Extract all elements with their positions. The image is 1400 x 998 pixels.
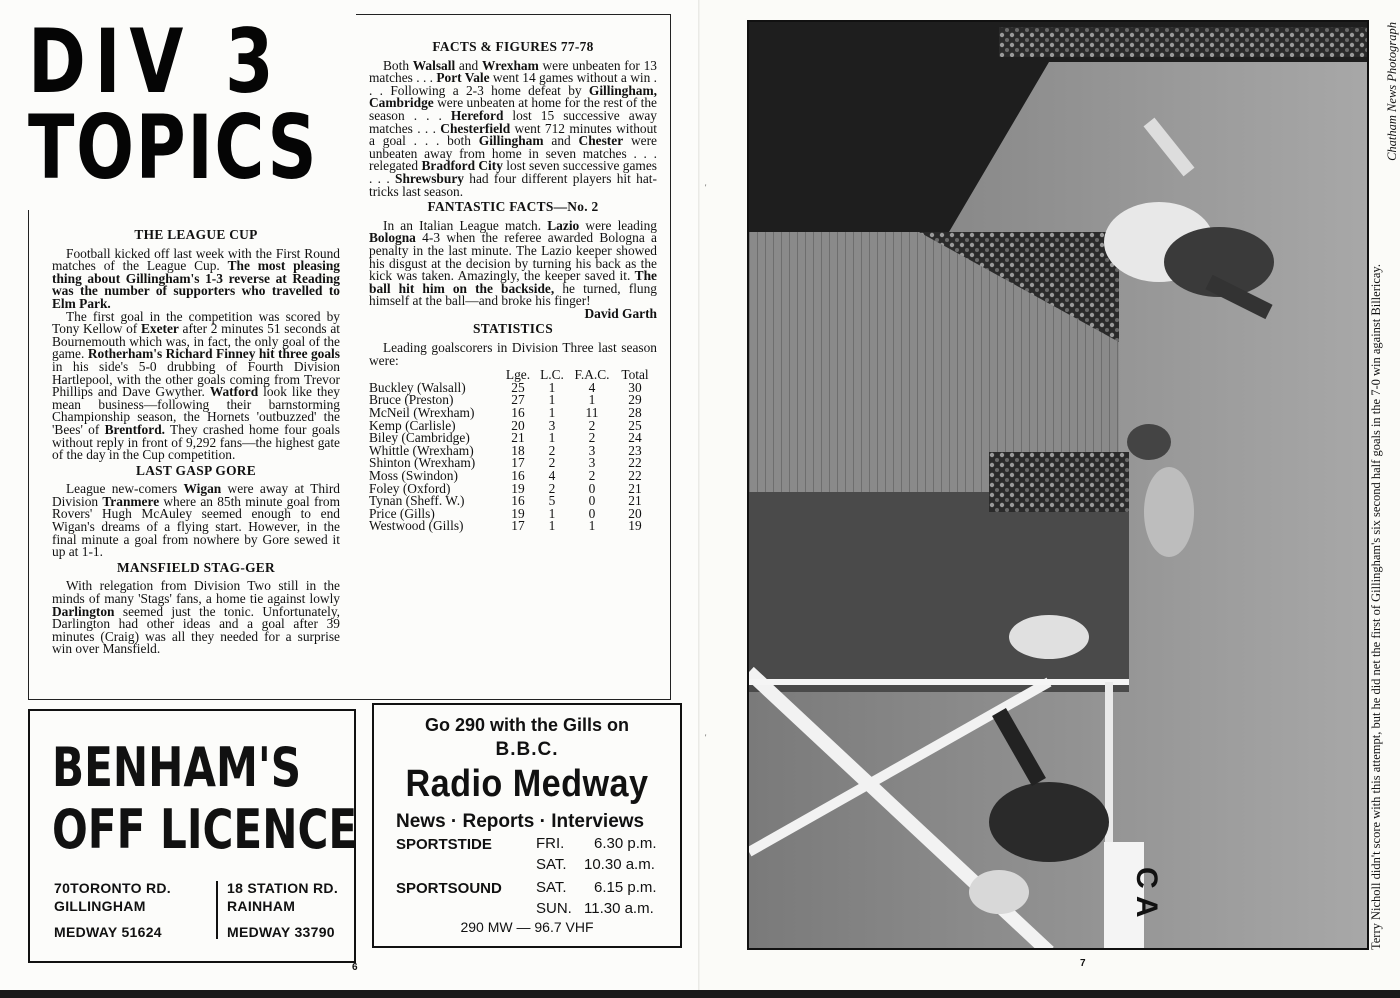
cell: 17 — [511, 455, 525, 471]
hoarding-text: C A — [1130, 867, 1163, 918]
schedule-time: 11.30 a.m. — [584, 900, 654, 917]
text: 4-3 when the referee awarded Bologna a penalty in the last minute. The Lazio keeper showed his disgust at the decision by turning his back as the kick was taken. Amazingly, the keeper saved it. — [369, 230, 657, 284]
paragraph — [52, 308, 341, 463]
cell: 18 — [511, 442, 525, 458]
bold-text: Wrexham — [481, 57, 539, 73]
cell: 16 — [511, 493, 525, 509]
text: In an Italian League match. — [383, 217, 548, 233]
text: The first goal in the competition was scored by Tony Kellow of — [52, 308, 340, 337]
cell: 1 — [588, 392, 596, 408]
advert-line-2: B.B.C. — [495, 739, 559, 760]
article-frame-left — [28, 210, 29, 700]
match-photograph — [747, 20, 1369, 950]
cell: 11 — [585, 405, 599, 421]
phone: MEDWAY 51624 — [54, 924, 162, 940]
text: Football kicked off last week with the First Round matches of the League Cup. — [52, 245, 340, 274]
programme-sportsound: SPORTSOUND — [396, 880, 502, 897]
cell: 20 — [628, 505, 642, 521]
bold-text: The most pleasing thing about Gillingham's 1-3 reverse at Reading was the number of supporters who travelled to Elm Park. — [52, 258, 340, 311]
text: were leading — [579, 217, 657, 233]
bold-text: The ball hit him on the backside, — [369, 268, 657, 296]
player-cell: McNeil (Wrexham) — [369, 405, 475, 421]
address-rainham — [227, 879, 338, 941]
radio-medway-advert — [372, 703, 682, 948]
cell: 25 — [511, 379, 525, 395]
cell: 30 — [628, 379, 642, 395]
page-number-left: 6 — [352, 962, 358, 973]
player-cell: Foley (Oxford) — [369, 480, 451, 496]
cell: 2 — [548, 455, 556, 471]
programme-sportstide: SPORTSTIDE — [396, 836, 492, 853]
headline-line-1: DIV 3 — [28, 10, 283, 113]
bold-text: Brentford. — [104, 421, 165, 437]
paragraph — [369, 57, 658, 199]
bold-text: Chester — [578, 133, 624, 149]
player-cell: Biley (Cambridge) — [369, 430, 470, 446]
schedule-time: 6.15 p.m. — [594, 879, 657, 896]
street: 70TORONTO RD. — [54, 880, 171, 896]
cell: 0 — [588, 505, 596, 521]
advert-station-name: Radio Medway — [405, 763, 649, 805]
advert-title — [52, 737, 357, 861]
cell: 1 — [588, 518, 596, 534]
phone: MEDWAY 33790 — [227, 924, 335, 940]
cell: 1 — [548, 379, 556, 395]
text: and — [455, 57, 482, 73]
table-row — [369, 520, 655, 533]
cell: 20 — [511, 417, 525, 433]
cell: 0 — [588, 493, 596, 509]
goalkeeper-arm — [969, 870, 1029, 914]
text: where an 85th minute goal from Rovers' Hugh McAuley seemed enough to end Wigan's dreams of a flying start. However, in the final minute a goal from nowhere by Gore sewed it up at 1-1. — [52, 493, 340, 560]
text: were unbeaten away from home in seven matches . . . relegated — [369, 133, 657, 174]
print-speck: ' — [705, 733, 707, 742]
article-column-1 — [52, 226, 340, 656]
column-header: Total — [621, 367, 649, 383]
bold-text: Chesterfield — [440, 120, 511, 136]
cell: 29 — [628, 392, 642, 408]
cell: 16 — [511, 468, 525, 483]
paragraph — [52, 245, 340, 311]
advert-line-1: Go 290 with the Gills on — [424, 715, 630, 735]
author-signature: David Garth — [584, 305, 657, 321]
cell: 17 — [511, 518, 525, 534]
cell: 22 — [628, 455, 642, 471]
player-cell: Whittle (Wrexham) — [369, 442, 474, 458]
cell: 23 — [628, 442, 642, 458]
schedule-day: SUN. — [536, 900, 572, 917]
text: League new-comers — [66, 481, 184, 497]
cell: 2 — [548, 480, 556, 496]
bold-text: Exeter — [140, 321, 179, 337]
schedule-day: SAT. — [536, 856, 567, 873]
player-head — [1127, 424, 1171, 460]
cell: 4 — [548, 468, 556, 483]
goalscorers-table — [369, 369, 655, 533]
bold-text: Lazio — [547, 217, 580, 233]
page-number-right: 7 — [1080, 958, 1086, 969]
advert-tagline: News · Reports · Interviews — [396, 811, 645, 832]
cell: 22 — [628, 468, 642, 483]
player-cell: Moss (Swindon) — [369, 468, 458, 483]
cell: 4 — [588, 379, 596, 395]
bold-text: Bologna — [369, 230, 416, 246]
player-cell: Shinton (Wrexham) — [369, 455, 476, 471]
text: went 14 games without a win . . . Following a 2-3 home defeat by — [369, 70, 658, 98]
bold-text: Hereford — [450, 107, 504, 123]
player-cell: Westwood (Gills) — [369, 518, 464, 534]
section-title-fantastic-facts: FANTASTIC FACTS—No. 2 — [427, 199, 599, 215]
text: look like they mean business—following their barnstorming Championship season, the Hornets 'outbuzzed' the 'Bees' of — [52, 384, 341, 437]
text: Both — [383, 57, 413, 73]
player — [1144, 467, 1194, 557]
caption-text: Terry Nicholl didn't score with this attempt, but he did net the first of Gillingham's six second half goals in the 7-0 win against Billericay. — [1369, 263, 1383, 950]
bold-text: Gillingham, Cambridge — [369, 82, 657, 111]
text: seemed just the tonic. Unfortunately, Darlington had other ideas and a goal after 39 minutes (Craig) was all they needed for a surprise win over Mansfield. — [52, 603, 340, 657]
paragraph — [52, 580, 340, 656]
article-column-2 — [369, 38, 657, 533]
advert-title-line-1: BENHAM'S — [52, 736, 302, 799]
text: With relegation from Division Two still in the minds of many 'Stags' fans, a home tie against lowly — [52, 578, 340, 607]
cell: 1 — [548, 392, 556, 408]
cell: 28 — [628, 405, 642, 421]
cell: 5 — [548, 493, 556, 509]
text: were unbeaten for 13 matches . . . — [369, 57, 657, 86]
bold-text: Gillingham — [478, 133, 544, 149]
street: 18 STATION RD. — [227, 880, 339, 896]
bold-text: Bradford City — [421, 158, 503, 174]
cell: 2 — [588, 417, 596, 433]
article-frame-bottom-right — [356, 699, 671, 700]
cell: 1 — [548, 430, 556, 446]
player-cell: Price (Gills) — [369, 505, 435, 521]
town: GILLINGHAM — [54, 898, 146, 914]
headline — [28, 10, 343, 199]
text: They crashed home four goals without reply in front of 9,292 fans—the highest gate of the day in the Cup competition. — [52, 421, 340, 463]
article-frame-right — [670, 14, 671, 700]
cell: 19 — [511, 505, 525, 521]
player-white-shirt — [1009, 615, 1089, 659]
bold-text: Wigan — [183, 481, 222, 497]
text: were unbeaten at home for the rest of the season . . . — [369, 95, 657, 123]
bold-text: Watford — [209, 384, 259, 400]
cell: 24 — [628, 430, 642, 446]
cell: 19 — [511, 480, 525, 496]
section-title-statistics: STATISTICS — [473, 321, 553, 337]
photo-caption — [1369, 22, 1399, 950]
cell: 2 — [588, 430, 596, 446]
photo-credit: Chatham News Photograph — [1385, 22, 1399, 161]
schedule-time: 10.30 a.m. — [584, 856, 655, 873]
bold-text: Walsall — [412, 57, 456, 73]
cell: 21 — [628, 493, 642, 509]
cell: 1 — [548, 505, 556, 521]
terrace — [749, 492, 1129, 692]
bold-text: Tranmere — [102, 493, 160, 509]
cell: 3 — [588, 455, 596, 471]
cell: 1 — [548, 518, 556, 534]
scan-edge — [0, 990, 1400, 998]
text: in his side's 5-0 drubbing of Fourth Division Hartlepool, with the other goals coming from Trevor Phillips and Dave Gwyther. — [52, 358, 340, 400]
print-speck: ' — [705, 183, 707, 192]
cell: 16 — [511, 405, 525, 421]
bold-text: Port Vale — [436, 70, 490, 86]
photograph-illustration — [749, 22, 1369, 950]
cell: 0 — [588, 480, 596, 496]
cell: 3 — [548, 417, 556, 433]
column-header: F.A.C. — [574, 367, 610, 383]
schedule-time: 6.30 p.m. — [594, 835, 657, 852]
cell: 1 — [548, 405, 556, 421]
cell: 27 — [511, 392, 525, 408]
text: went 712 minutes without a goal . . . both — [369, 120, 657, 149]
address-gillingham — [54, 879, 171, 941]
player-cell: Bruce (Preston) — [369, 392, 454, 408]
cell: 19 — [628, 518, 642, 534]
bold-text: Darlington — [52, 603, 115, 619]
cell: 21 — [628, 480, 642, 496]
section-title-facts-figures: FACTS & FIGURES 77-78 — [432, 39, 594, 54]
player-cell: Tynan (Sheff. W.) — [369, 493, 465, 509]
column-header: Lge. — [505, 367, 531, 383]
benhams-advert — [28, 709, 356, 963]
player-cell: Buckley (Walsall) — [369, 379, 466, 395]
section-title-mansfield: MANSFIELD STAG-GER — [116, 559, 276, 575]
crowd-terrace — [989, 452, 1129, 512]
text: and — [543, 133, 579, 149]
bold-text: Shrewsbury — [395, 170, 464, 186]
player-cell: Kemp (Carlisle) — [369, 417, 456, 433]
paragraph — [52, 483, 340, 559]
cell: 2 — [588, 468, 596, 483]
schedule-day: SAT. — [536, 879, 567, 896]
text: lost seven successive games . . . — [369, 158, 657, 186]
town: RAINHAM — [227, 898, 296, 914]
column-header: L.C. — [540, 367, 564, 383]
article-frame-bottom — [28, 699, 356, 700]
left-page — [0, 0, 700, 990]
text: were away at Third Division — [52, 481, 340, 509]
cell: 3 — [588, 442, 596, 458]
schedule-day: FRI. — [536, 835, 565, 852]
advert-title-line-2: OFF LICENCE — [52, 798, 358, 861]
cell: 21 — [511, 430, 525, 446]
goalkeeper — [989, 782, 1109, 862]
bold-text: Rotherham's Richard Finney hit three goals — [87, 346, 340, 362]
paragraph: Leading goalscorers in Division Three last season were: — [369, 340, 657, 368]
crowd — [999, 27, 1369, 57]
section-title-league-cup: THE LEAGUE CUP — [134, 227, 258, 242]
divider — [216, 881, 218, 939]
text: lost 15 successive away matches . . . — [369, 107, 658, 136]
cell: 25 — [628, 417, 642, 433]
article-frame-top — [356, 14, 670, 15]
frequency: 290 MW — 96.7 VHF — [460, 919, 594, 935]
cell: 2 — [548, 442, 556, 458]
text: had four different players hit hat-tricks last season. — [369, 170, 657, 199]
headline-line-2: TOPICS — [28, 96, 319, 199]
section-title-last-gasp-gore: LAST GASP GORE — [135, 462, 257, 478]
paragraph — [369, 217, 657, 321]
text: after 2 minutes 51 seconds at Bournemouth which was, in fact, the only goal of the game. — [52, 321, 340, 362]
text: he turned, flung himself at the ball—and broke his finger! — [369, 280, 657, 309]
